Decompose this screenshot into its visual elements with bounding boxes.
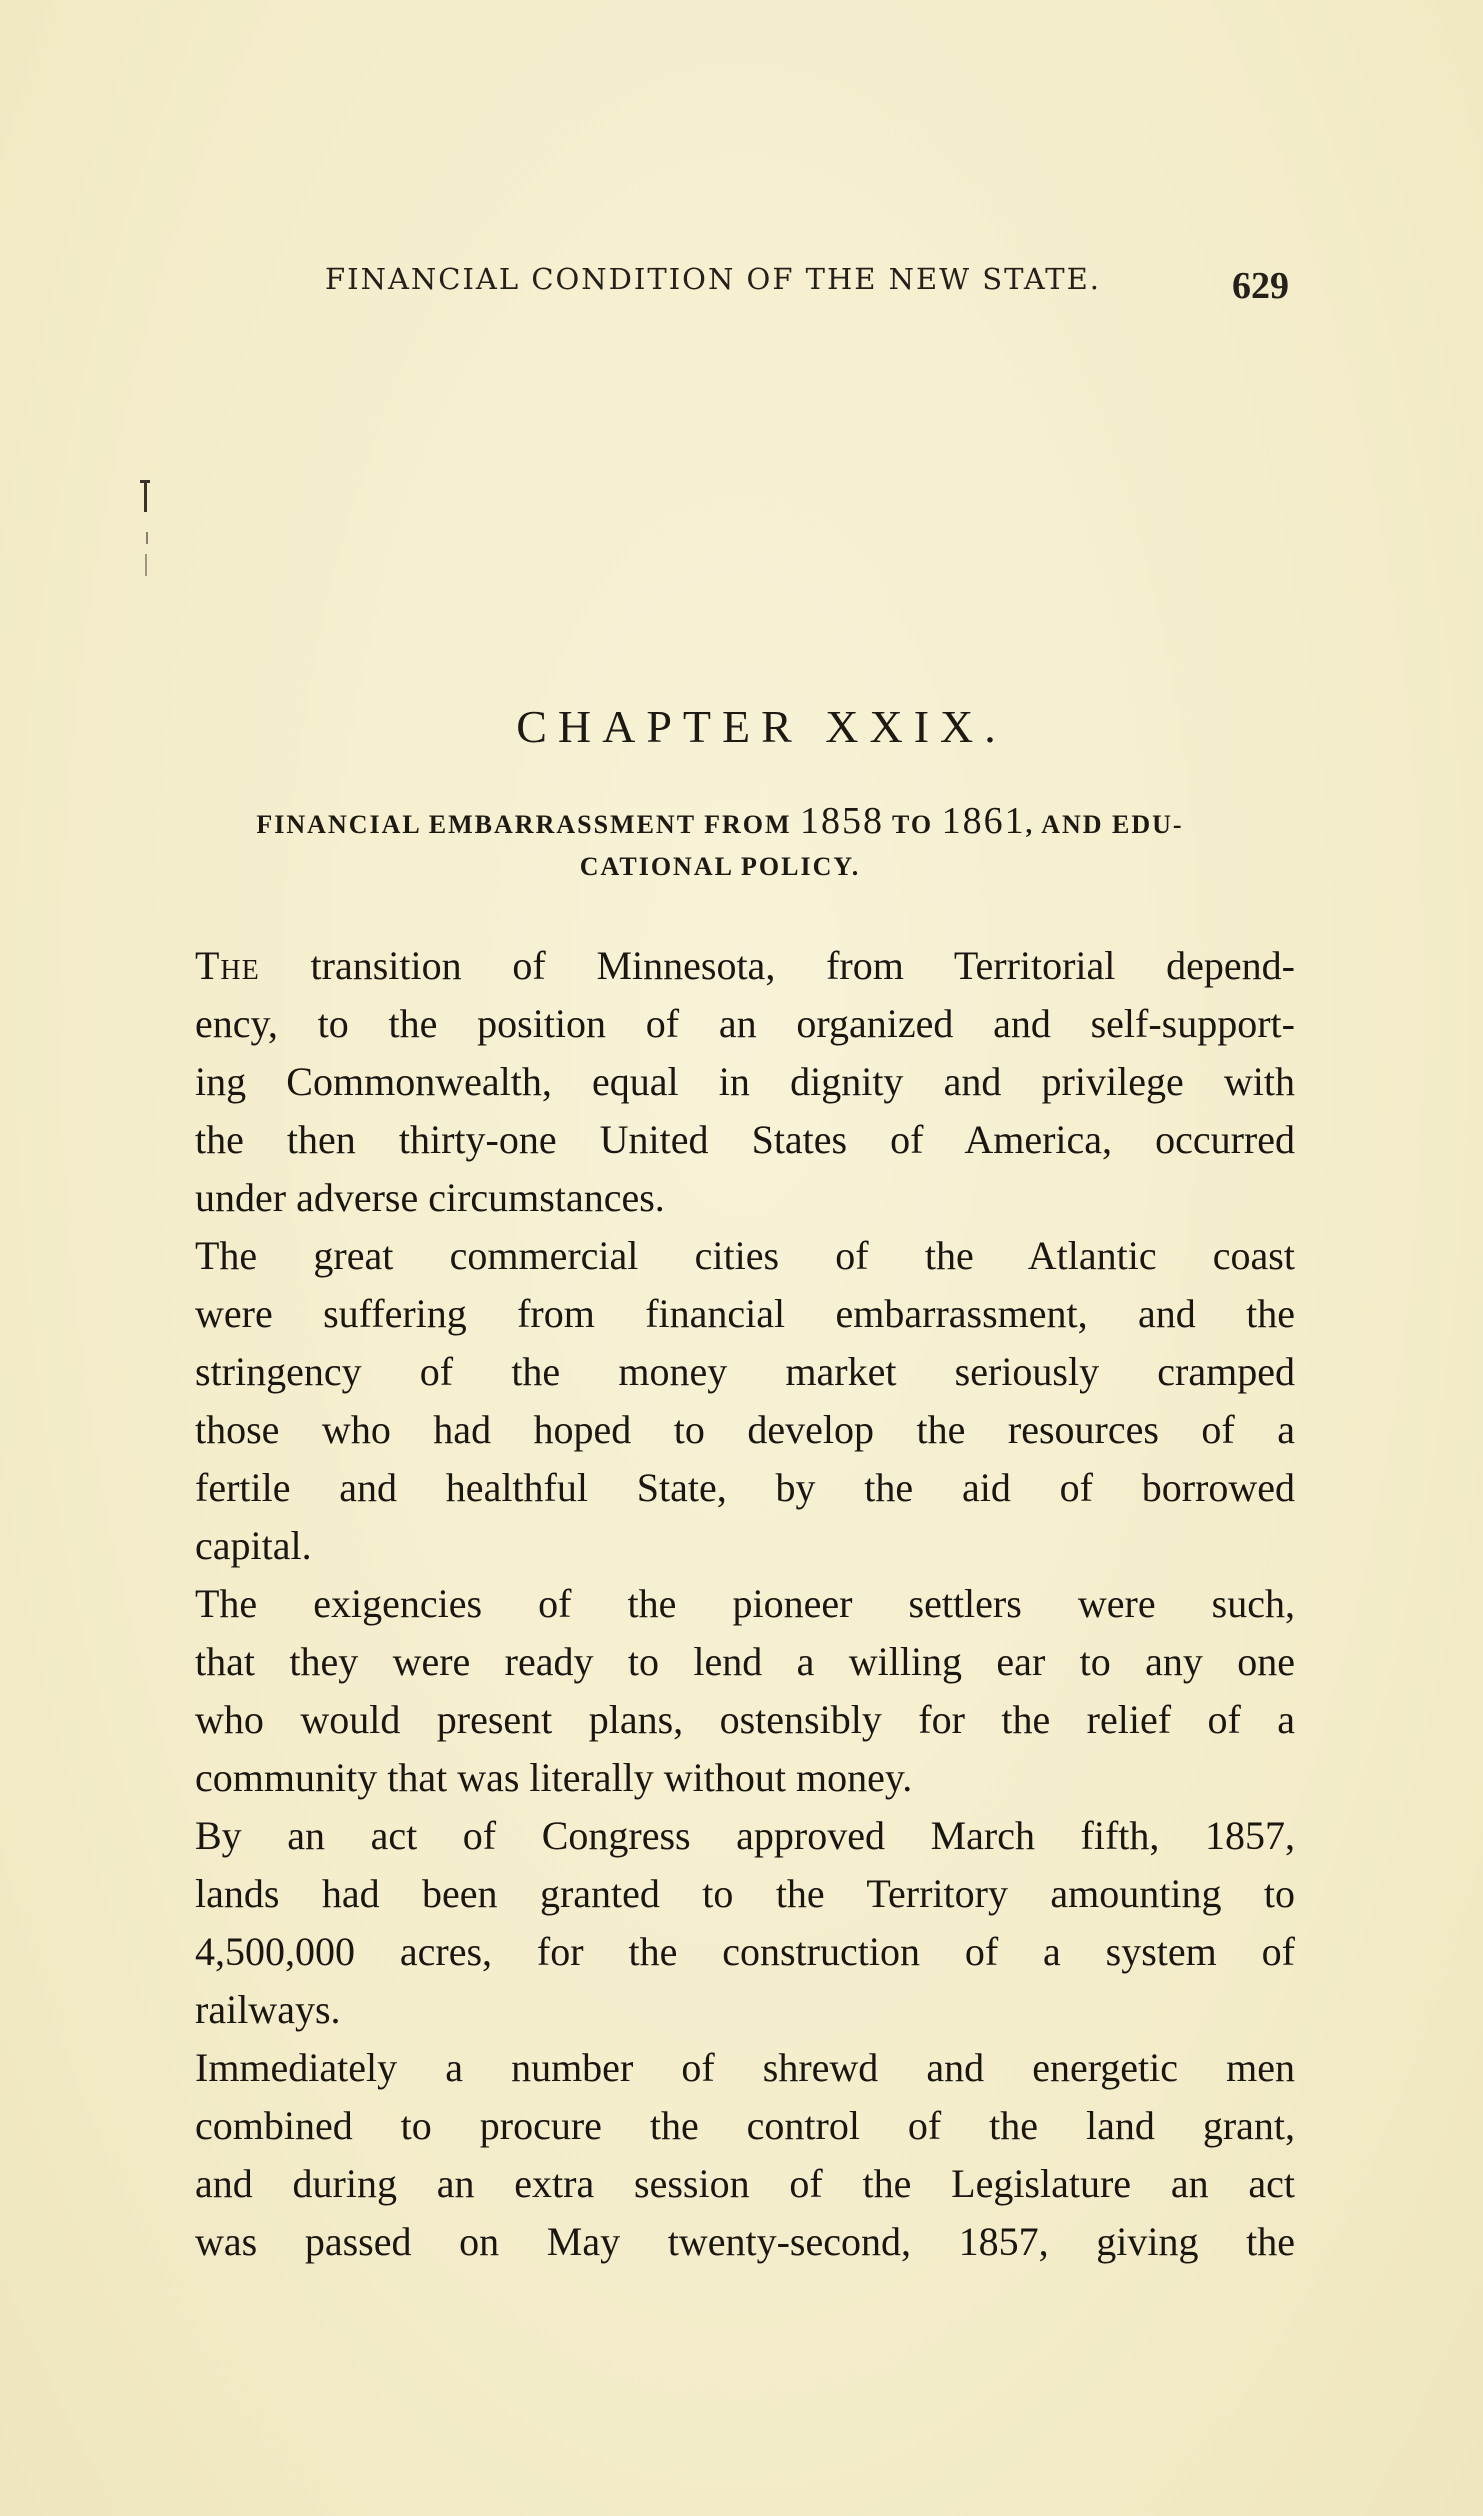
text-line: those who had hoped to develop the resources of a: [195, 1407, 1295, 1452]
subtitle-text: CATIONAL POLICY.: [579, 852, 861, 881]
text-line: were suffering from financial embarrassment, and the: [195, 1291, 1295, 1336]
text-line: community that was literally without money.: [195, 1755, 913, 1800]
text-line: combined to procure the control of the land grant,: [195, 2103, 1295, 2148]
paragraph: [145, 1227, 1295, 1575]
text-line: The exigencies of the pioneer settlers were such,: [195, 1581, 1295, 1626]
text-line: lands had been granted to the Territory amounting to: [195, 1871, 1295, 1916]
body-text: [145, 937, 1295, 2271]
page-number: 629: [1232, 265, 1289, 307]
paragraph: [145, 937, 1295, 1227]
text-line: ing Commonwealth, equal in dignity and privilege with: [195, 1059, 1295, 1104]
subtitle-text: , AND EDU-: [1025, 810, 1184, 839]
paragraph: [145, 1575, 1295, 1807]
margin-mark: [140, 480, 152, 600]
subtitle-year-end: 1861: [941, 800, 1026, 842]
text-line: was passed on May twenty-second, 1857, giving the: [195, 2219, 1295, 2264]
text-line: [145, 937, 1295, 995]
text-line: and during an extra session of the Legislature an act: [195, 2161, 1295, 2206]
text-line: By an act of Congress approved March fifth, 1857,: [195, 1813, 1295, 1858]
subtitle-text: TO: [884, 810, 942, 839]
text-line: that they were ready to lend a willing ear to any one: [195, 1639, 1295, 1684]
text-line: railways.: [195, 1987, 341, 2032]
text-line: the then thirty-one United States of America, occurred: [195, 1117, 1295, 1162]
paragraph: [145, 1807, 1295, 2039]
text-line: The great commercial cities of the Atlantic coast: [195, 1233, 1295, 1278]
chapter-subtitle: [145, 800, 1295, 888]
text-line: fertile and healthful State, by the aid of borrowed: [195, 1465, 1295, 1510]
text-line: Immediately a number of shrewd and energetic men: [195, 2045, 1295, 2090]
chapter-title: CHAPTER XXIX.: [516, 701, 1007, 752]
subtitle-text: FINANCIAL EMBARRASSMENT FROM: [256, 810, 800, 839]
text-line: stringency of the money market seriously cramped: [195, 1349, 1295, 1394]
text-line: under adverse circumstances.: [195, 1175, 665, 1220]
text-line: 4,500,000 acres, for the construction of a system of: [195, 1929, 1295, 1974]
text-line: ency, to the position of an organized and self-support-: [195, 1001, 1295, 1046]
running-head: FINANCIAL CONDITION OF THE NEW STATE.: [325, 262, 1101, 296]
text-line: who would present plans, ostensibly for the relief of a: [195, 1697, 1295, 1742]
lead-word: The: [195, 943, 260, 988]
paragraph: [145, 2039, 1295, 2271]
subtitle-year-start: 1858: [800, 800, 884, 842]
text-line-content: transition of Minnesota, from Territorial depend-: [259, 943, 1295, 988]
text-line: capital.: [195, 1523, 312, 1568]
